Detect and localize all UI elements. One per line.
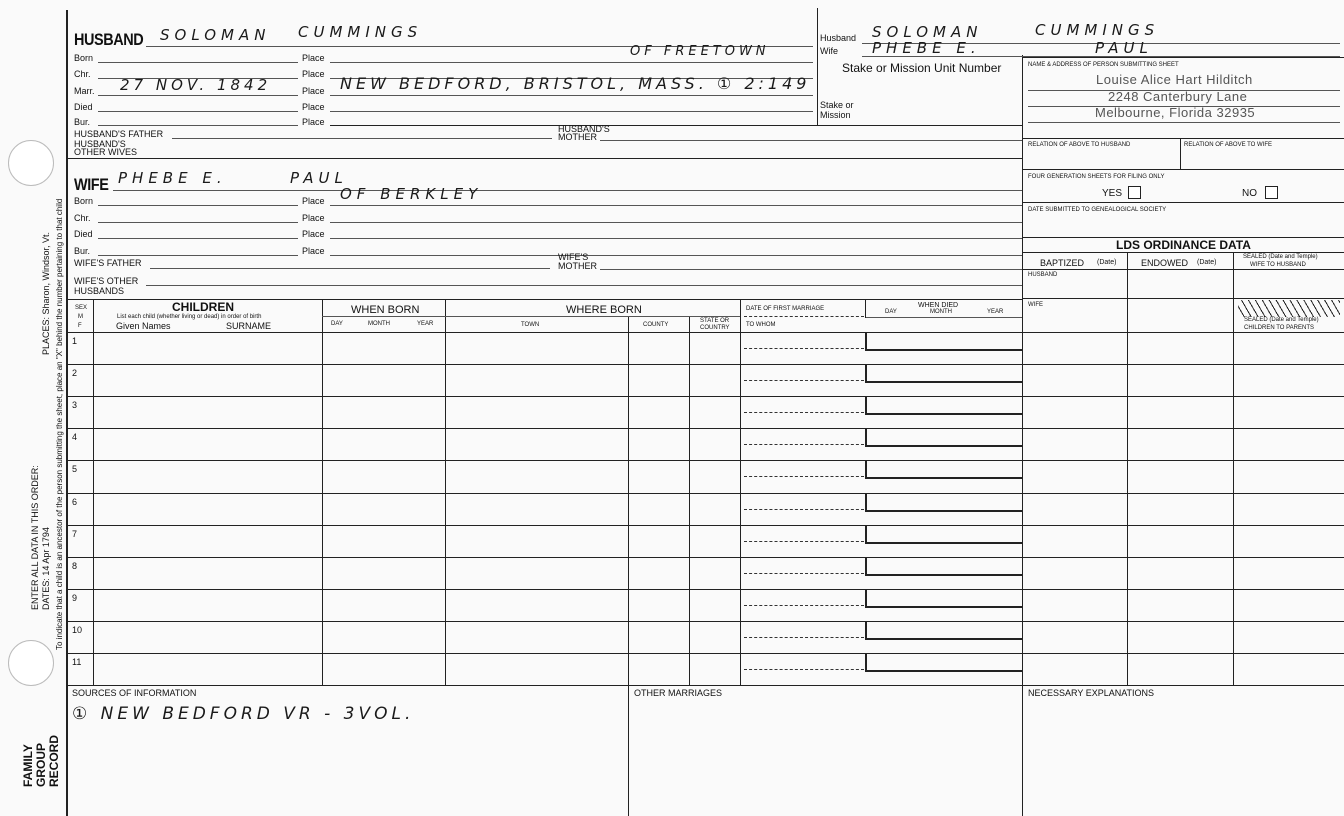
footer-divider-1 [628, 685, 629, 816]
husband-chr-label: Chr. [74, 69, 91, 79]
child-died-bracket [865, 493, 867, 510]
lds-sealed-children-label: SEALED (Date and Temple) [1244, 317, 1319, 323]
child-row-line [66, 332, 1344, 333]
submitter-top-line [1022, 57, 1344, 58]
husband-chr-place-label: Place [302, 69, 325, 79]
submitter-city: Melbourne, Florida 32935 [1095, 105, 1256, 120]
top-husband-surname: CUMMINGS [1035, 21, 1160, 39]
husband-born-date-line [98, 62, 298, 63]
child-row-line [66, 653, 1344, 654]
when-died-underline [865, 317, 1022, 318]
died-month-label: MONTH [930, 309, 952, 315]
date-submitted-top-line [1022, 202, 1344, 203]
child-marriage-dash [744, 348, 864, 349]
state-label: COUNTRY [700, 325, 730, 331]
wife-chr-date-line [98, 222, 298, 223]
where-born-subheader-line [445, 316, 740, 317]
stake-unit-number-label: Stake or Mission Unit Number [842, 61, 1002, 75]
sidebar-enter-data: ENTER ALL DATA IN THIS ORDER: [30, 465, 40, 610]
born-day-label: DAY [331, 321, 343, 327]
husband-marriage-place: NEW BEDFORD, BRISTOL, MASS. ① 2:149 [340, 74, 811, 93]
lds-sealed-label: SEALED (Date and Temple) [1243, 254, 1318, 260]
relation-divider [1180, 138, 1181, 169]
husband-marr-label: Marr. [74, 86, 95, 96]
four-generation-label: FOUR GENERATION SHEETS FOR FILING ONLY [1028, 174, 1165, 180]
wife-died-date-line [98, 238, 298, 239]
wife-header: WIFE [74, 175, 109, 194]
wife-surname: PAUL [290, 169, 348, 187]
child-row-number: 7 [72, 528, 78, 539]
child-died-line [865, 413, 1022, 415]
child-died-line [865, 638, 1022, 640]
stake-label: Mission [820, 110, 851, 120]
top-wife-name: PHEBE E. [872, 39, 981, 57]
wife-born-place-label: Place [302, 196, 325, 206]
child-row-number: 5 [72, 464, 78, 475]
husband-born-place-line [330, 62, 813, 63]
lds-wife-label: WIFE [1028, 302, 1043, 308]
child-died-bracket [865, 653, 867, 670]
husband-other-wives-label: OTHER WIVES [74, 147, 138, 157]
child-died-line [865, 349, 1022, 351]
submitter-street: 2248 Canterbury Lane [1108, 89, 1248, 104]
lds-baptized-label: BAPTIZED [1040, 258, 1085, 268]
child-marriage-dash [744, 509, 864, 510]
sidebar-dates-example: DATES: 14 Apr 1794 [41, 527, 51, 610]
children-sex-label: SEX [75, 305, 88, 311]
child-died-line [865, 445, 1022, 447]
husband-born-place-label: Place [302, 53, 325, 63]
children-given-names-label: Given Names [116, 321, 171, 331]
lds-header-line [1022, 252, 1344, 253]
child-marriage-dash [744, 637, 864, 638]
husband-surname: CUMMINGS [298, 23, 423, 41]
wife-died-place-label: Place [302, 229, 325, 239]
child-died-bracket [865, 557, 867, 574]
child-row-line [66, 493, 1344, 494]
child-row-line [66, 525, 1344, 526]
wife-died-label: Died [74, 229, 93, 239]
child-died-bracket [865, 332, 867, 349]
child-row-line [66, 557, 1344, 558]
husband-mother-line [600, 140, 1022, 141]
died-day-label: DAY [885, 309, 897, 315]
col-county-divider [689, 316, 690, 685]
submitter-line-3 [1028, 122, 1340, 123]
husband-mother-label-top: HUSBAND'S [558, 124, 610, 134]
child-row-number: 6 [72, 496, 78, 507]
husband-bur-label: Bur. [74, 117, 91, 127]
lds-endowed-date-label: (Date) [1197, 259, 1217, 266]
wife-father-label: WIFE'S FATHER [74, 258, 142, 268]
husband-section-bottom [66, 158, 1022, 159]
child-row-number: 3 [72, 400, 78, 411]
town-label: TOWN [521, 322, 540, 328]
relation-top-line [1022, 138, 1344, 139]
husband-born-label: Born [74, 53, 94, 63]
sidebar-places-example: PLACES: Sharon, Windsor, Vt. [41, 231, 51, 355]
col-marriage-divider [865, 299, 866, 318]
when-born-subheader-line [322, 316, 445, 317]
lds-sealed-wife-label: WIFE TO HUSBAND [1250, 262, 1306, 268]
child-died-bracket [865, 589, 867, 606]
husband-marr-date-line [98, 95, 298, 96]
top-wife-surname: PAUL [1095, 39, 1153, 57]
husband-marriage-date: 27 NOV. 1842 [120, 76, 272, 94]
form-left-border [66, 10, 68, 816]
wife-born-place: OF BERKLEY [340, 185, 483, 203]
husband-born-place: OF FREETOWN [630, 44, 770, 59]
child-died-bracket [865, 428, 867, 445]
children-male-label: M [78, 314, 83, 320]
husband-marr-place-label: Place [302, 86, 325, 96]
four-gen-yes-checkbox[interactable] [1128, 186, 1141, 199]
form-title-line-1: FAMILY [21, 744, 35, 787]
child-row-line [66, 621, 1344, 622]
wife-born-date-line [98, 205, 298, 206]
child-row-number: 9 [72, 592, 78, 603]
child-died-line [865, 606, 1022, 608]
footer-top-line [66, 685, 1344, 686]
husband-died-place-line [330, 111, 813, 112]
husband-bur-place-label: Place [302, 117, 325, 127]
wife-bur-date-line [98, 255, 298, 256]
child-marriage-dash [744, 541, 864, 542]
relation-to-wife-label: RELATION OF ABOVE TO WIFE [1184, 142, 1273, 148]
wife-father-line [150, 268, 550, 269]
husband-father-line [172, 138, 552, 139]
husband-other-wives-label-top: HUSBAND'S [74, 139, 126, 149]
wife-born-label: Born [74, 196, 94, 206]
child-marriage-dash [744, 380, 864, 381]
top-husband-name: SOLOMAN [872, 23, 983, 41]
top-wife-label: Wife [820, 46, 838, 56]
husband-marr-place-line [330, 95, 813, 96]
wife-other-husbands-label: HUSBANDS [74, 286, 125, 296]
wife-name-line [113, 190, 1022, 191]
husband-died-label: Died [74, 102, 93, 112]
lds-title: LDS ORDINANCE DATA [1116, 238, 1251, 252]
when-died-label: WHEN DIED [918, 302, 959, 309]
lds-husband-row-line [1022, 298, 1344, 299]
lds-children-to-parents-label: CHILDREN TO PARENTS [1244, 325, 1315, 331]
wife-other-husbands-label-top: WIFE'S OTHER [74, 276, 139, 286]
col-town-divider [628, 316, 629, 685]
husband-bur-date-line [98, 125, 298, 126]
child-marriage-dash [744, 669, 864, 670]
four-gen-top-line [1022, 169, 1344, 170]
wife-chr-label: Chr. [74, 213, 91, 223]
lds-hatched-area [1238, 300, 1340, 317]
children-surname-label: SURNAME [226, 321, 272, 331]
child-row-line [66, 460, 1344, 461]
child-row-number: 1 [72, 336, 78, 346]
lds-husband-label: HUSBAND [1028, 272, 1058, 278]
child-marriage-dash [744, 605, 864, 606]
child-row-number: 2 [72, 368, 78, 379]
form-title-line-2: GROUP [34, 742, 48, 787]
lds-baptized-date-label: (Date) [1097, 259, 1117, 266]
wife-chr-place-label: Place [302, 213, 325, 223]
sidebar-instruction: To indicate that a child is an ancestor of the person submitting the sheet, place an "X" behind the number pertaining to that child [55, 198, 64, 650]
child-died-line [865, 477, 1022, 479]
to-whom-label: TO WHOM [746, 322, 776, 328]
husband-died-place-label: Place [302, 102, 325, 112]
husband-mother-label: MOTHER [558, 132, 597, 142]
wife-other-husbands-line [146, 285, 1022, 286]
child-row-line [66, 364, 1344, 365]
punch-hole-top [8, 140, 54, 186]
wife-died-place-line [330, 238, 1022, 239]
child-marriage-dash [744, 444, 864, 445]
top-husband-label: Husband [820, 33, 857, 43]
other-marriages-label: OTHER MARRIAGES [634, 688, 723, 698]
husband-header: HUSBAND [74, 30, 144, 49]
child-row-number: 4 [72, 432, 78, 443]
child-died-bracket [865, 460, 867, 477]
four-gen-no-label: NO [1242, 188, 1257, 199]
child-died-line [865, 670, 1022, 672]
born-year-label: YEAR [417, 321, 434, 327]
necessary-explanations-label: NECESSARY EXPLANATIONS [1028, 688, 1155, 698]
child-marriage-dash [744, 412, 864, 413]
child-row-number: 10 [72, 624, 83, 635]
child-marriage-dash [744, 476, 864, 477]
child-died-line [865, 542, 1022, 544]
child-died-line [865, 510, 1022, 512]
wife-mother-label-top: WIFE'S [558, 252, 589, 262]
date-submitted-label: DATE SUBMITTED TO GENEALOGICAL SOCIETY [1028, 207, 1167, 213]
four-gen-yes-label: YES [1102, 188, 1123, 199]
child-row-number: 11 [72, 657, 82, 667]
punch-hole-bottom [8, 640, 54, 686]
died-year-label: YEAR [987, 309, 1004, 315]
state-label-top: STATE OR [700, 318, 730, 324]
husband-bur-place-line [330, 125, 1022, 126]
wife-bur-place-line [330, 255, 1022, 256]
four-gen-no-checkbox[interactable] [1265, 186, 1278, 199]
wife-bur-label: Bur. [74, 246, 91, 256]
lds-endowed-label: ENDOWED [1141, 258, 1188, 268]
when-born-label: WHEN BORN [351, 304, 420, 316]
husband-given-name: SOLOMAN [160, 26, 271, 44]
submitter-name: Louise Alice Hart Hilditch [1096, 72, 1253, 87]
sources-entry: ① NEW BEDFORD VR - 3VOL. [72, 704, 415, 724]
where-born-label: WHERE BORN [566, 304, 642, 316]
wife-given-name: PHEBE E. [118, 169, 227, 187]
husband-died-date-line [98, 111, 298, 112]
county-label: COUNTY [643, 322, 669, 328]
top-right-divider [817, 8, 818, 125]
wife-mother-label: MOTHER [558, 261, 597, 271]
wife-born-place-line [330, 205, 1022, 206]
child-died-bracket [865, 364, 867, 381]
child-row-line [66, 428, 1344, 429]
stake-label-top: Stake or [820, 100, 854, 110]
first-marriage-label: DATE OF FIRST MARRIAGE [746, 306, 825, 312]
child-died-line [865, 574, 1022, 576]
child-died-bracket [865, 525, 867, 542]
children-subtitle: List each child (whether living or dead) in order of birth [117, 314, 262, 320]
born-month-label: MONTH [368, 321, 390, 327]
lds-subheader-line [1022, 269, 1344, 270]
child-row-number: 8 [72, 560, 78, 571]
children-title: CHILDREN [172, 300, 234, 314]
child-row-line [66, 589, 1344, 590]
wife-mother-line [600, 269, 1022, 270]
child-marriage-dash [744, 573, 864, 574]
first-marriage-dash [744, 316, 864, 317]
husband-father-label: HUSBAND'S FATHER [74, 129, 164, 139]
child-row-line [66, 396, 1344, 397]
children-female-label: F [78, 323, 82, 329]
relation-to-husband-label: RELATION OF ABOVE TO HUSBAND [1028, 142, 1131, 148]
form-title-line-3: RECORD [47, 734, 61, 787]
child-died-bracket [865, 396, 867, 413]
wife-chr-place-line [330, 222, 1022, 223]
submitter-label: NAME & ADDRESS OF PERSON SUBMITTING SHEET [1028, 62, 1179, 68]
wife-bur-place-label: Place [302, 246, 325, 256]
sources-label: SOURCES OF INFORMATION [72, 688, 197, 698]
child-died-line [865, 381, 1022, 383]
child-died-bracket [865, 621, 867, 638]
